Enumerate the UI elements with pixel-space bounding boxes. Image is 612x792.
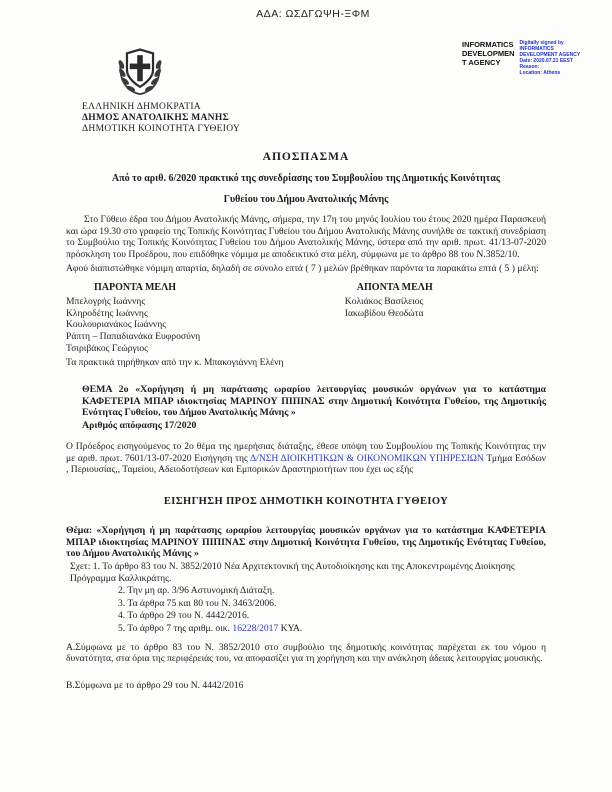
paragraph-a: Α.Σύμφωνα με το άρθρο 83 του Ν. 3852/2010 στο συμβούλιο της δημοτικής κοινότητας παρέχεται εκ του νόμου η δυνατότητα, στα όρια της περιφέρειάς του, να αποφασίζει για τη χορήγηση και την ανάκληση άδειας λειτουργίας μουσικής. <box>66 641 546 665</box>
member-row: Ιακωβίδου Θεοδώτα <box>344 307 424 319</box>
agenda-item-text: ΘΕΜΑ 2ο «Χορήγηση ή μη παράτασης ωραρίου λειτουργίας μουσικών οργάνων για το κατάστημα ΚΑΦΕΤΕΡΙΑ ΜΠΑΡ ιδιοκτησίας ΜΑΡΙΝΟΥ ΠΙΠΙΝΑΣ στην Δημοτική Κοινότητα Γυθείου, της Δημοτικής Ενότητας Γυθείου, του Δήμου Ανατολικής Μάνης » <box>82 383 546 419</box>
absent-members-header: ΑΠΟΝΤΑ ΜΕΛΗ <box>356 281 433 293</box>
kya-number: 16228/2017 <box>232 623 279 635</box>
decision-number: Αριθμός απόφασης 17/2020 <box>82 420 197 432</box>
chairman-introduction <box>66 441 546 476</box>
present-members-header: ΠΑΡΟΝΤΑ ΜΕΛΗ <box>94 281 177 293</box>
municipality-title: ΔΗΜΟΣ ΑΝΑΤΟΛΙΚΗΣ ΜΑΝΗΣ <box>82 113 230 123</box>
member-row: Τσιριβάκος Γεώργιος <box>66 342 148 354</box>
stamp-agency-name: INFORMATICS DEVELOPMEN T AGENCY <box>462 40 515 67</box>
minutes-keeper-note: Τα πρακτικά τηρήθηκαν από την κ. Μπακογιάννη Ελένη <box>66 356 284 368</box>
letterhead <box>66 44 296 135</box>
related-item-2: 2. Την μη αρ. 3/96 Αστυνομική Διάταξη. <box>118 585 275 597</box>
republic-title: ΕΛΛΗΝΙΚΗ ΔΗΜΟΚΡΑΤΙΑ <box>82 102 201 112</box>
community-title: ΔΗΜΟΤΙΚΗ ΚΟΙΝΟΤΗΤΑ ΓΥΘΕΙΟΥ <box>82 124 241 134</box>
present-members-column <box>66 282 335 355</box>
recommendation-subject: Θέμα: «Χορήγηση ή μη παράτασης ωραρίου λειτουργίας μουσικών οργάνων για το κατάστημα ΚΑΦΕΤΕΡΙΑ ΜΠΑΡ ιδιοκτησίας ΜΑΡΙΝΟΥ ΠΙΠΙΝΑΣ στην Δημοτική Κοινότητα Γυθείου, της Δημοτικής Ενότητας Γυθείου, του Δήμου Ανατολικής Μάνης » <box>66 524 546 560</box>
session-paragraph: Στο Γύθειο έδρα του Δήμου Ανατολικής Μάνης, σήμερα, την 17η του μηνός Ιουλίου του έτους 2020 ημέρα Παρασκευή και ώρα 19.30 στο γραφείο της Τοπικής Κοινότητας Γυθείου του Δήμου Ανατολικής Μάνης συνήλθε σε τακτική συνεδρίαση το Συμβούλιο της Τοπικής Κοινότητας Γυθείου του Δήμου Ανατολικής Μάνης, ύστερα από την αριθ. πρωτ. 41/13-07-2020 πρόσκληση του Προέδρου, που επιδόθηκε νόμιμα με αποδεικτικό στα μέλη, σύμφωνα με το άρθρο 88 του Ν.3852/10. <box>66 214 546 260</box>
present-members-list <box>66 296 335 355</box>
members-columns <box>66 282 546 355</box>
absent-members-list <box>345 296 546 320</box>
member-row: Κληροδέτης Ιωάννης <box>66 307 148 319</box>
stamp-signature-details: Digitally signed by INFORMATICS DEVELOPMENT AGENCY Date: 2020.07.21 EEST Reason: Location: Athens <box>519 40 581 76</box>
document-subtitle: Από το αριθ. 6/2020 πρακτικό της συνεδρίασης του Συμβουλίου της Δημοτικής Κοινότητας Γυθείου του Δήμου Ανατολικής Μάνης <box>111 173 501 205</box>
absent-members-column <box>335 282 546 355</box>
recommendation-heading: ΕΙΣΗΓΗΣΗ ΠΡΟΣ ΔΗΜΟΤΙΚΗ ΚΟΙΝΟΤΗΤΑ ΓΥΘΕΙΟΥ <box>163 495 449 507</box>
document-title: ΑΠΟΣΠΑΣΜΑ <box>262 151 350 163</box>
directorate-name: Δ/ΝΣΗ ΔΙΟΙΚΗΤΙΚΩΝ & ΟΙΚΟΝΟΜΙΚΩΝ ΥΠΗΡΕΣΙΩΝ <box>249 452 484 464</box>
related-item-5: 5. Το άρθρο 7 της αριθμ. οικ. 16228/2017 ΚΥΑ. <box>118 623 303 635</box>
related-item-3: 3. Τα άρθρα 75 και 80 του Ν. 3463/2006. <box>118 597 277 609</box>
related-item-4: 4. Το άρθρο 29 του Ν. 4442/2016. <box>118 610 250 622</box>
digital-signature-stamp <box>462 40 604 76</box>
intro-text-part1: Ο Πρόεδρος εισηγούμενος το 2ο θέμα της ημερήσιας διάταξης, έθεσε υπόψη του Συμβουλίου της Τοπικής Κοινότητας την με αριθ. πρωτ. 7601/13-07-2020 Εισήγηση της <box>66 440 546 464</box>
member-row: Μπελογρής Ιωάννης <box>66 295 146 307</box>
member-row: Κολιάκος Βασίλειος <box>344 295 424 307</box>
paragraph-b: Β.Σύμφωνα με το άρθρο 29 του Ν. 4442/2016 <box>66 679 244 691</box>
greek-coat-of-arms-icon <box>112 44 168 98</box>
related-item-1: Σχετ: 1. Το άρθρο 83 του Ν. 3852/2010 Νέα Αρχιτεκτονική της Αυτοδιοίκησης και της Αποκεντρωμένης Διοίκησης Πρόγραμμα Καλλικράτης. <box>70 561 515 584</box>
quorum-paragraph: Αφού διαπιστώθηκε νόμιμη απαρτία, δηλαδή σε σύνολο επτά ( 7 ) μελών βρέθηκαν παρόντα τα παρακάτω επτά ( 5 ) μέλη: <box>66 263 539 275</box>
agenda-item-block <box>66 384 546 432</box>
intro-text-part2: Τμήμα Εσόδων , Περιουσίας,, Ταμείου, Αδειοδοτήσεων και Εμπορικών Δραστηριοτήτων που έχει ως εξής <box>66 452 546 476</box>
member-row: Κουλουριανάκος Ιωάννης <box>66 319 167 331</box>
ada-code: ΑΔΑ: ΩΣΔΓΩΨΗ-ΞΦΜ <box>256 8 370 20</box>
member-row: Ράπτη – Παπαδιανάκα Ευφροσύνη <box>66 331 201 343</box>
